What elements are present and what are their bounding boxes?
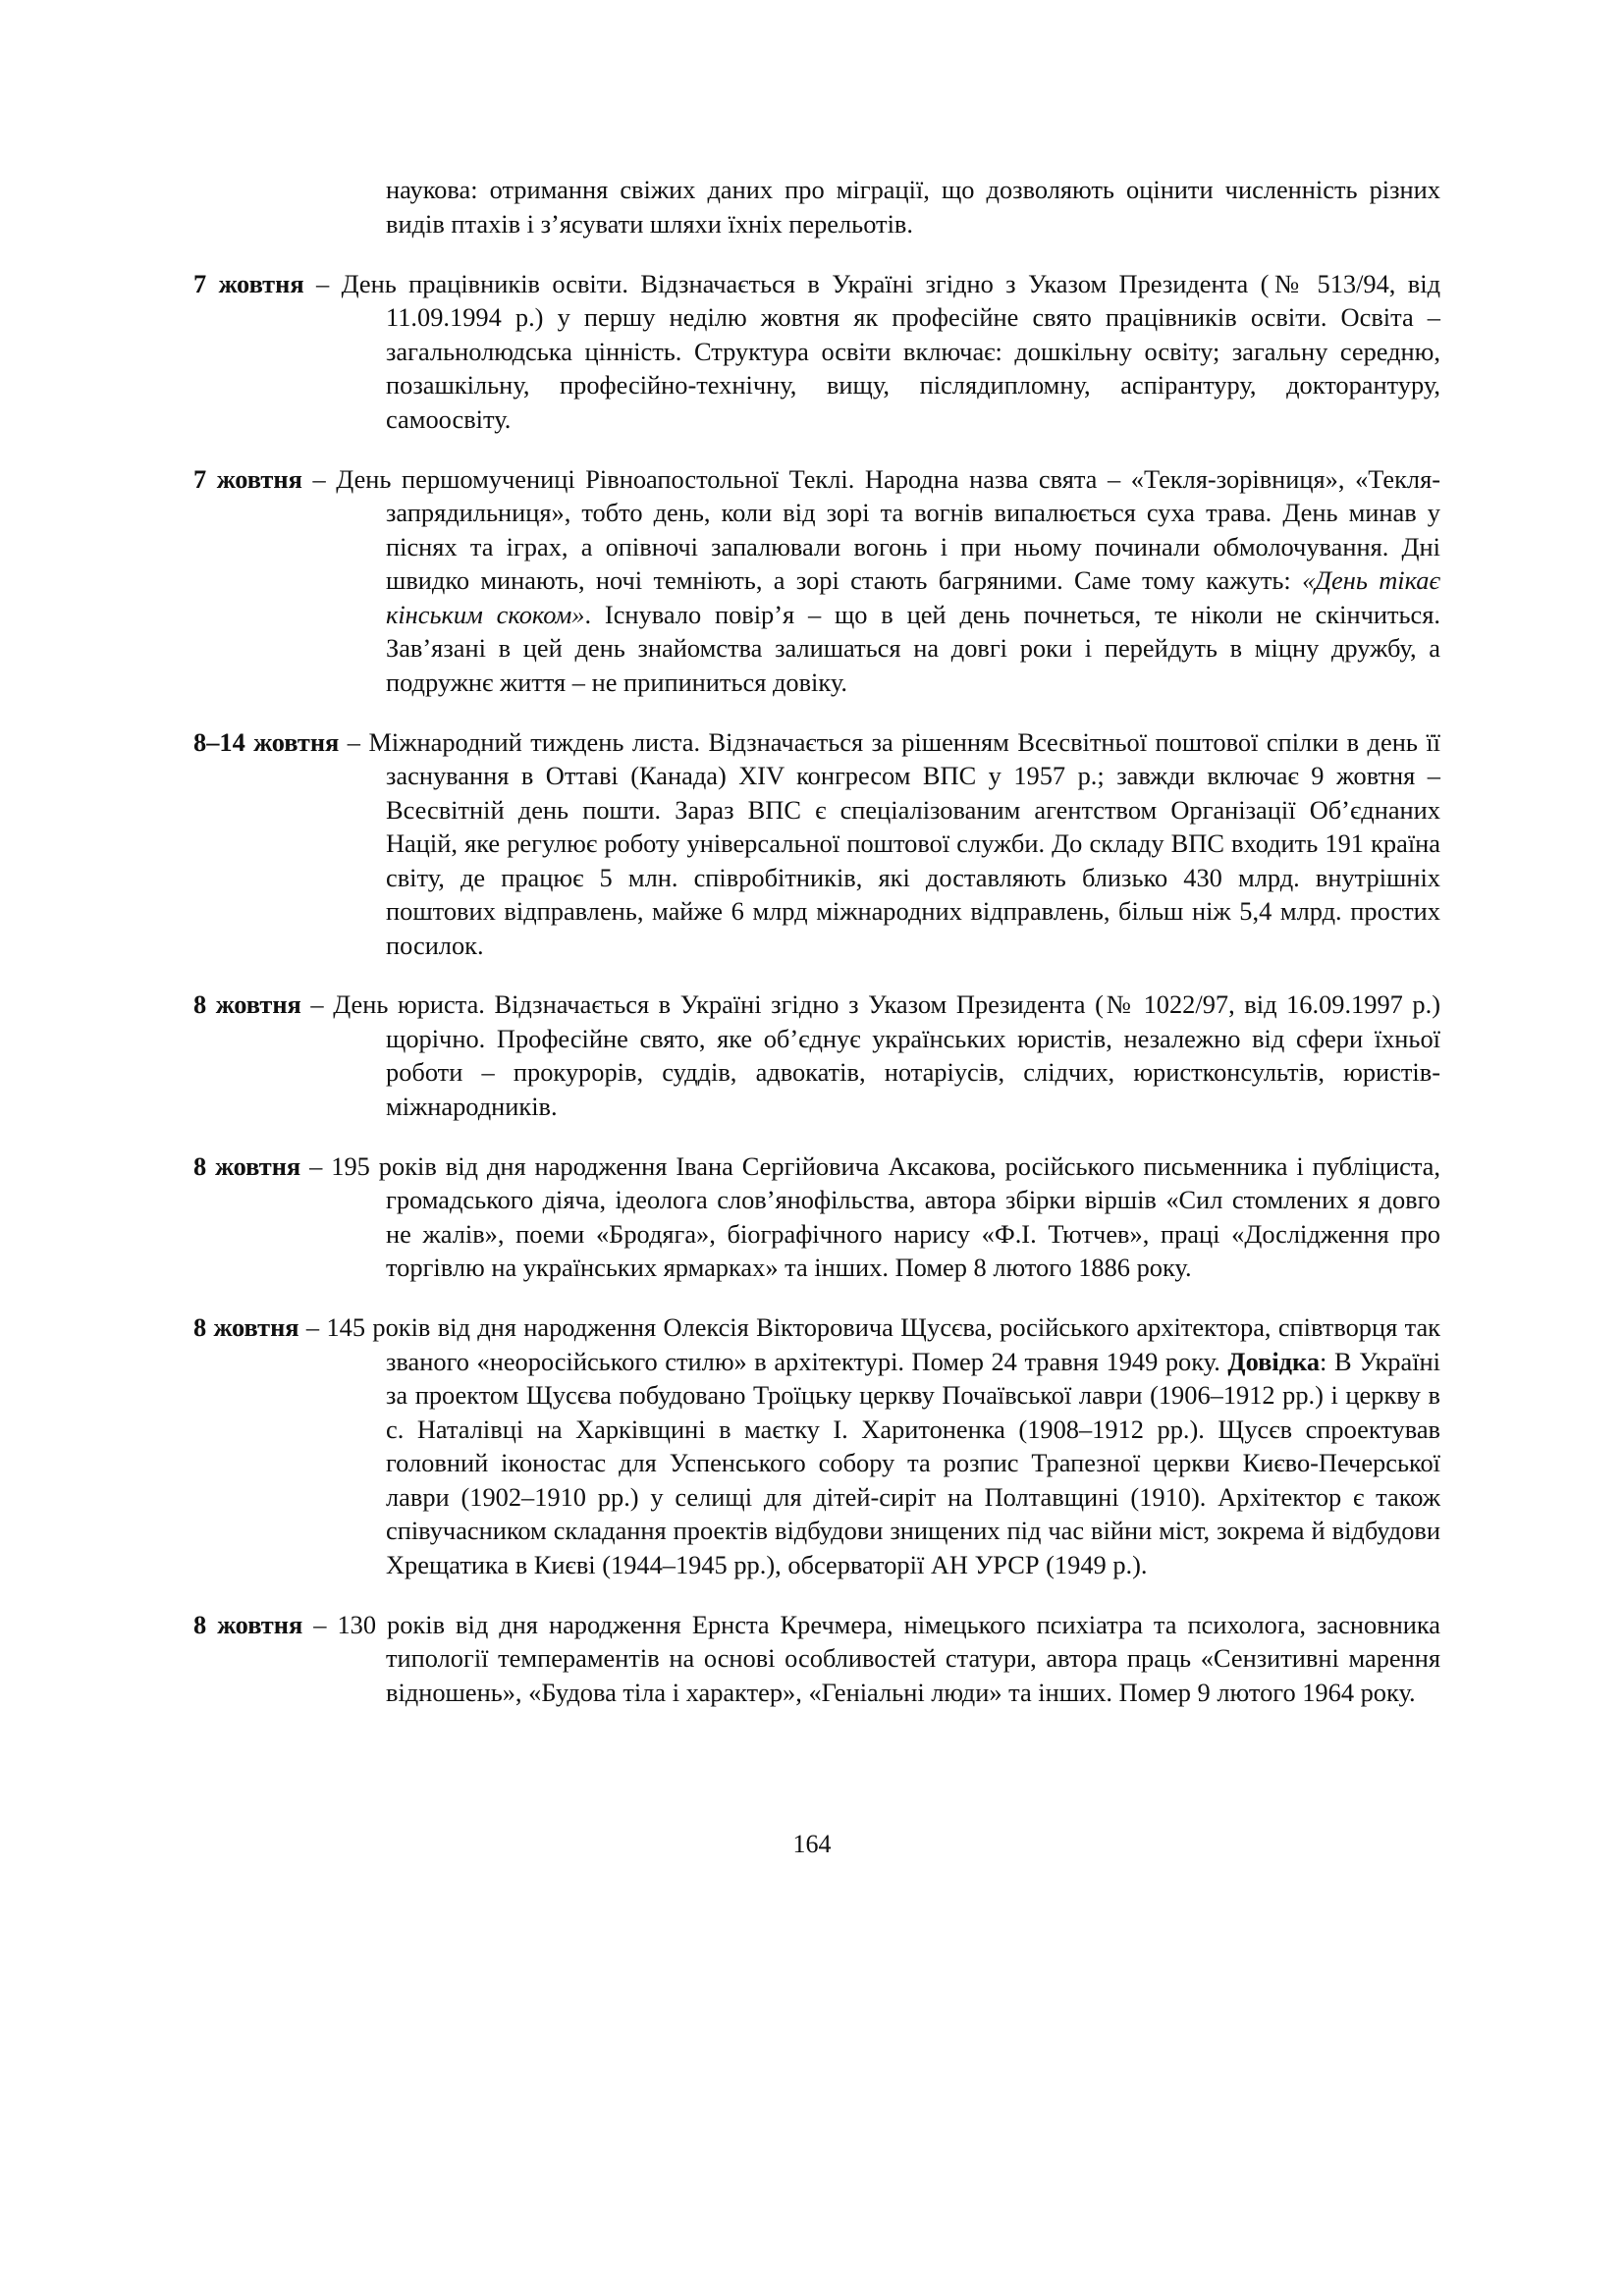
entry-date: 8 жовтня [193,1312,299,1343]
entry-dash: – [300,1150,332,1181]
entry-dash: – [301,463,337,494]
entry-text: 130 років від дня народження Ернста Кречмера, німецького психіатра та психолога, засновника типології темпераментів на основі особливостей статури, автора праць «Сензитивні марення відношень», «Будова тіла і характер», «Геніальні люди» та інших. Помер 9 лютого 1964 року. [337,1609,1440,1707]
entry-date: 8 жовтня [193,1609,303,1639]
entry-dash: – [302,1609,338,1639]
entry-text: Міжнародний тиждень листа. Відзначається за рішенням Всесвітньої поштової спілки в день її заснування в Оттаві (Канада) XIV конгресом ВПС у 1957 р.; завжди включає 9 жовтня – Всесвітній день пошти. Зараз ВПС є спеціалізованим агентством Організації Об’єднаних Націй, яке регулює роботу універсальної поштової служби. До складу ВПС входить 191 країна світу, де працює 5 млн. співробітників, які доставляють близько 430 млрд. внутрішніх поштових відправлень, майже 6 млрд міжнародних відправлень, більш ніж 5,4 млрд. простих посилок. [368,726,1440,960]
entry-text-continued: . Існувало повір’я – що в цей день почнеться, те ніколи не скінчиться. Зав’язані в цей день знайомства залишаться на довгі роки і перейдуть в міцну дружбу, а подружнє життя – не припиниться довіку. [386,599,1440,697]
entry-quote: «День тікає кінським скоком» [386,565,1440,629]
entry-text-continued: : В Україні за проектом Щусєва побудовано Троїцьку церкву Почаївської лаври (1906–1912 рр.) і церкву в с. Наталівці на Харківщині в маєтку І. Харитоненка (1908–1912 рр.). Щусєв спроектував головний іконостас для Успенського собору та розпис Трапезної церкви Києво-Печерської лаври (1902–1910 рр.) у селищі для дітей-сиріт на Полтавщині (1910). Архітектор є також співучасником складання проектів відбудови знищених під час війни міст, зокрема й відбудови Хрещатика в Києві (1944–1945 рр.), обсерваторії АН УРСР (1949 р.). [386,1346,1440,1579]
entry-note-label: Довідка [1227,1346,1321,1376]
calendar-entry [193,267,1440,437]
document-body [193,147,1440,1719]
page-number: 164 [792,1830,832,1858]
continued-paragraph: наукова: отримання свіжих даних про міграції, що дозволяють оцінити численність різних видів птахів і з’ясувати шляхи їхніх перельотів. [386,175,1440,239]
entry-dash: – [303,268,342,298]
calendar-entry [193,988,1440,1123]
entry-date: 7 жовтня [193,463,302,494]
entry-date: 8 жовтня [193,989,301,1020]
entry-dash: – [300,989,334,1020]
calendar-entry [193,1608,1440,1710]
entry-dash: – [298,1312,327,1343]
entry-text: 195 років від дня народження Івана Сергійовича Аксакова, російського письменника і публіциста, громадського діяча, ідеолога слов’янофільства, автора збірки віршів «Сил стомлених я довго не жалів», поеми «Бродяга», біографічного нарису «Ф.І. Тютчев», праці «Дослідження про торгівлю на українських ярмарках» та інших. Помер 8 лютого 1886 року. [331,1150,1440,1283]
calendar-entry [193,462,1440,700]
calendar-entry [193,1310,1440,1581]
entry-dash: – [339,726,369,757]
entry-text: 145 років від дня народження Олексія Вікторовича Щусєва, російського архітектора, співтворця так званого «неоросійського стилю» в архітектурі. Помер 24 травня 1949 року. [326,1312,1440,1376]
entry-text: День першомучениці Рівноапостольної Теклі. Народна назва свята – «Текля-зорівниця», «Текля-запрядильниця», тобто день, коли від зорі та вогнів випалюється суха трава. День минав у піснях та іграх, а опівночі запалювали вогонь і при ньому починали обмолочування. Дні швидко минають, ночі темніють, а зорі стають багряними. Саме тому кажуть: [336,463,1441,596]
entry-text: День юриста. Відзначається в Україні згідно з Указом Президента (№ 1022/97, від 16.09.1997 р.) щорічно. Професійне свято, яке об’єднує українських юристів, незалежно від сфери їхньої роботи – прокурорів, суддів, адвокатів, нотаріусів, слідчих, юристконсультів, юристів-міжнародників. [333,989,1441,1121]
entry-date: 7 жовтня [193,268,304,298]
calendar-entry [193,1149,1440,1285]
entry-text: День працівників освіти. Відзначається в Україні згідно з Указом Президента (№ 513/94, від 11.09.1994 р.) у першу неділю жовтня як професійне свято працівників освіти. Освіта – загальнолюдська цінність. Структура освіти включає: дошкільну освіту; загальну середню, позашкільну, професійно-технічну, вищу, післядипломну, аспірантуру, докторантуру, самоосвіту. [341,268,1441,434]
entry-date: 8 жовтня [193,1150,301,1181]
calendar-entry [193,725,1440,963]
entry-date: 8–14 жовтня [193,726,340,757]
